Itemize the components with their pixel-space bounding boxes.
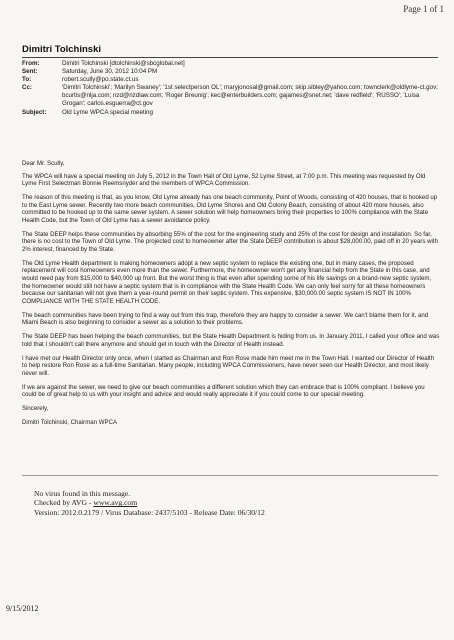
closing: Sincerely,	[22, 405, 49, 413]
antivirus-notice	[34, 489, 265, 517]
email-body	[22, 160, 440, 433]
header-divider	[22, 57, 438, 58]
cc-row	[22, 84, 438, 108]
email-headers	[22, 60, 438, 117]
page-number: Page 1 of 1	[403, 4, 444, 14]
av-line-1: No virus found in this message.	[34, 489, 131, 498]
body-paragraph: The Old Lyme Health department is making homeowners adopt a new septic system to replace the existing one, but in many cases, the proposed replacement will cost homeowners even more than the sewer. Furthermore, the homeowner won't get any financial help from the State in this case, and would need pay from $15,000 to $40,000 up front. But the worst thing is that even after spending some of his life savings on a brand-new septic system, the homeowner would still not have a septic system that is in compliance with the State Health Code. We can only feel sorry for all these homeowners because our sanitarian will not give them a year-round permit on their septic system. This expensive, $30,000.00 septic system IS NOT IN 100% COMPLIANCE WITH THE STATE HEALTH CODE.	[22, 259, 432, 305]
cc-label: Cc:	[22, 84, 32, 91]
sent-row	[22, 68, 438, 76]
body-paragraph: I have met our Health Director only once, when I started as Chairman and Ron Rose made him meet me in the Town Hall. I wanted our Director of Health to help restore Ron Rose as a full-time Sanitarian. Many people, including WPCA Commissioners, have never seen our Health Director, and most likely never will.	[22, 354, 435, 377]
from-row	[22, 60, 438, 68]
body-paragraph: The beach communities have been trying to find a way out from this trap, therefore they are happy to consider a sewer. We can't blame them for it, and Miami Beach is also beginning to consider a sewer as a solution to their problems.	[22, 311, 429, 327]
av-line-2-prefix: Checked by AVG -	[34, 498, 94, 508]
body-paragraph: The State DEEP has been helping the beach communities, but the State Health Department is hiding from us. In January 2011, I called your office and was told that I shouldn't call there anymore and should get in touch with the Director of Health instead.	[22, 333, 440, 348]
from-label: From:	[22, 60, 40, 67]
subject-row	[22, 109, 438, 117]
body-paragraph: If we are against the sewer, we need to give our beach communities a different solution which they can embrace that is 100% compliant. I believe you could be of great help to us with your insight and advice and would really appreciate it if you could come to our special meeting.	[22, 383, 425, 399]
sent-label: Sent:	[22, 68, 38, 75]
body-paragraph: The WPCA will have a special meeting on July 5, 2012 in the Town Hall of Old Lyme, 52 Lyme Street, at 7:00 p.m. This meeting was requested by Old Lyme First Selectman Bonnie Reemsnyder and the members of WPCA Commission.	[22, 172, 426, 188]
body-paragraph: The reason of this meeting is that, as you know, Old Lyme already has one beach community, Point of Woods, consisting of 420 houses, that is hooked up to the East Lyme sewer. Recently two more beach communities, Old Lyme Shores and Old Colony Beach, consisting of about 420 more houses, also committed to be hooked up to the same sewer system. A sewer solution will help homeowners bring their properties to 100% compliance with the State Health Code, but the Town of Old Lyme has a sewer avoidance policy.	[22, 194, 438, 224]
subject-label: Subject:	[22, 109, 47, 116]
print-date: 9/15/2012	[6, 604, 39, 613]
to-label: To:	[22, 76, 32, 83]
to-row	[22, 76, 438, 84]
av-line-2	[34, 498, 265, 507]
salutation: Dear Mr. Scully,	[22, 160, 65, 167]
to-value: robert.scully@po.state.ct.us	[62, 76, 139, 83]
sent-value: Saturday, June 30, 2012 10:04 PM	[62, 68, 158, 75]
av-line-3: Version: 2012.0.2179 / Virus Database: 2437/5103 - Release Date: 06/30/12	[34, 507, 265, 517]
signature: Dimitri Tolchinski, Chairman WPCA	[22, 419, 118, 427]
subject-value: Old Lyme WPCA special meeting	[62, 109, 153, 116]
cc-value: 'Dimitri Tolchinski'; 'Marilyn Swaney'; '1st selectperson OL'; maryjonosal@gmail.com; skip.sibley@yahoo.com; townclerk@oldlyme-ct.gov; bcurtis@nlja.com; nzd@nzdlaw.com; 'Roger Breunig'; kec@enterbuilders.com; gajames@snet.net; 'dave redfield'; 'RUSSO'; 'Luisa Grogan'; carlos.esguerra@ct.gov	[62, 84, 438, 107]
avg-link[interactable]: www.avg.com	[93, 498, 138, 508]
from-value: Dimitri Tolchinski [dtolchinski@sbcglobal.net]	[62, 60, 185, 67]
sender-name: Dimitri Tolchinski	[22, 44, 102, 55]
footer-divider	[22, 475, 438, 476]
body-paragraph: The State DEEP helps these communities by absorbing 55% of the cost for the engineering study and 25% of the cost for design and installation. So far, there is no cost to the Town of Old Lyme. The projected cost to homeowner after the State DEEP contribution is about $28,000.00, paid off in 20 years with 2% interest, financed by the State.	[22, 230, 438, 253]
